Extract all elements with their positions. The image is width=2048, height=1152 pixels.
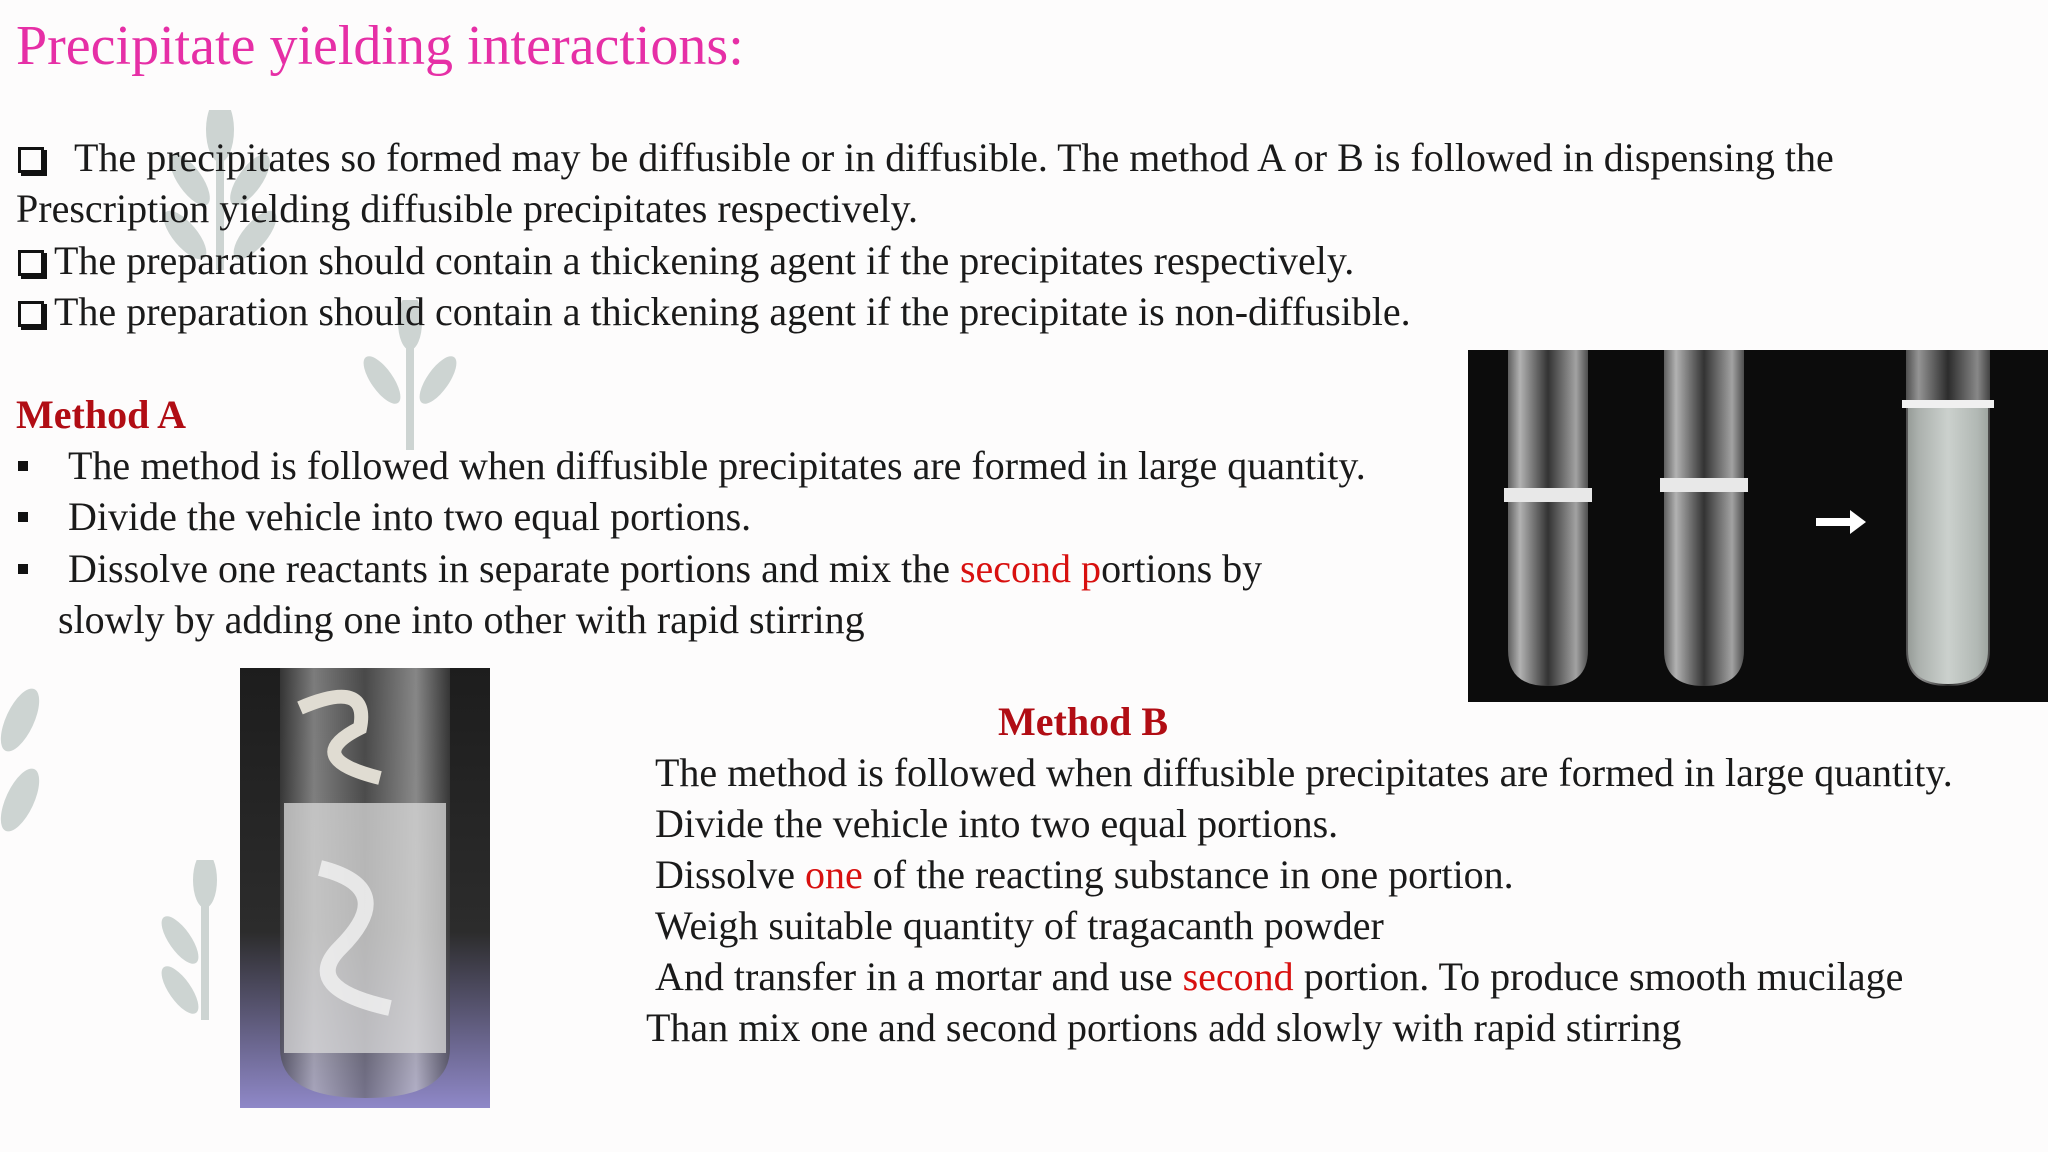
square-bullet-icon xyxy=(18,461,28,471)
checkbox-bullet-icon xyxy=(18,250,44,276)
square-bullet-icon xyxy=(18,512,28,522)
test-tube-ribbon-photo xyxy=(240,668,490,1108)
method-b-line-2: Divide the vehicle into two equal portions. xyxy=(655,801,1339,846)
method-b-heading: Method B xyxy=(998,699,1168,744)
method-b-line-3: Dissolve one of the reacting substance in one portion. xyxy=(655,852,1514,897)
method-b-line-4: Weigh suitable quantity of tragacanth powder xyxy=(655,903,1384,948)
leaf-decoration-icon xyxy=(0,680,60,840)
intro-line-2: Prescription yielding diffusible precipitates respectively. xyxy=(16,186,918,231)
highlight-text: second xyxy=(1182,954,1294,999)
intro-line-3: The preparation should contain a thickening agent if the precipitates respectively. xyxy=(18,235,1354,286)
slide-title: Precipitate yielding interactions: xyxy=(16,15,744,77)
method-b-line-5: And transfer in a mortar and use second portion. To produce smooth mucilage xyxy=(655,954,1904,999)
method-a-item-2: Divide the vehicle into two equal portions. xyxy=(18,491,751,542)
leaf-decoration-icon xyxy=(160,860,250,1020)
method-a-heading: Method A xyxy=(16,392,186,437)
highlight-text: second p xyxy=(959,546,1102,591)
test-tubes-photo xyxy=(1468,350,2048,702)
square-bullet-icon xyxy=(18,564,28,574)
method-a-item-3: Dissolve one reactants in separate portions and mix the second portions by xyxy=(18,543,1262,594)
method-b-line-6: Than mix one and second portions add slowly with rapid stirring xyxy=(646,1005,1682,1050)
method-a-item-1: The method is followed when diffusible precipitates are formed in large quantity. xyxy=(18,440,1366,491)
intro-line-4: The preparation should contain a thickening agent if the precipitate is non-diffusible. xyxy=(18,286,1411,337)
highlight-text: one xyxy=(805,852,863,897)
checkbox-bullet-icon xyxy=(18,301,44,327)
method-a-item-3-continued: slowly by adding one into other with rapid stirring xyxy=(58,597,865,642)
method-b-line-1: The method is followed when diffusible precipitates are formed in large quantity. xyxy=(655,750,1953,795)
checkbox-bullet-icon xyxy=(18,147,44,173)
intro-line-1: The precipitates so formed may be diffusible or in diffusible. The method A or B is followed in dispensing the xyxy=(18,132,1834,183)
